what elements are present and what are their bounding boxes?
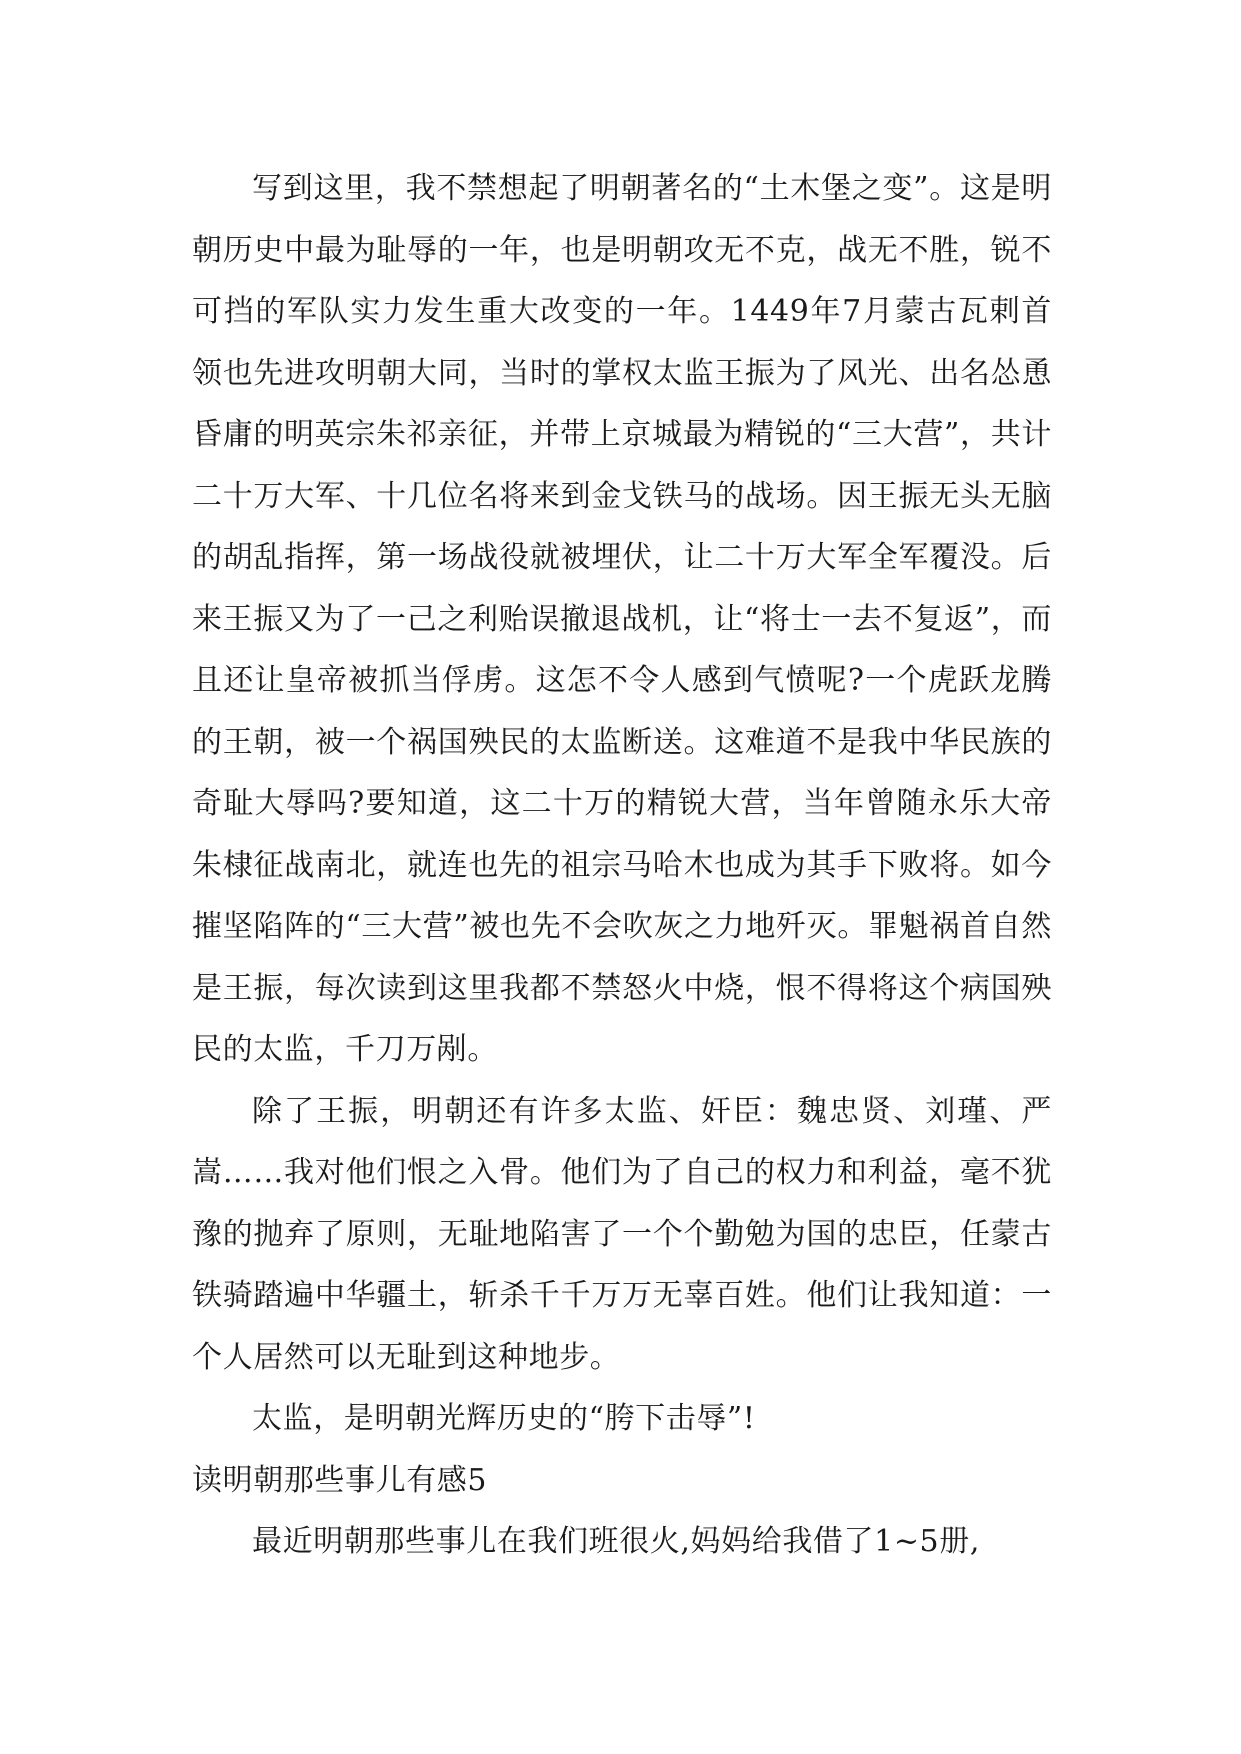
section-heading: 读明朝那些事儿有感5 bbox=[192, 1462, 488, 1498]
paragraph-conclusion: 太监，是明朝光辉历史的“胯下击辱”! bbox=[252, 1401, 756, 1436]
paragraph-eunuchs-traitors: 除了王振，明朝还有许多太监、奸臣：魏忠贤、刘瑾、严嵩……我对他们恨之入骨。他们为了自己的权力和利益，毫不犹豫的抛弃了原则，无耻地陷害了一个个勤勉为国的忠臣，任蒙古铁骑踏遍中华疆土，斩杀千千万万无辜百姓。他们让我知道：一个人居然可以无耻到这种地步。 bbox=[192, 1093, 1052, 1375]
document-body bbox=[192, 158, 1052, 1573]
paragraph-tumu-crisis: 写到这里，我不禁想起了明朝著名的“土木堡之变”。这是明朝历史中最为耻辱的一年，也是明朝攻无不克，战无不胜，锐不可挡的军队实力发生重大改变的一年。1449年7月蒙古瓦剌首领也先进攻明朝大同，当时的掌权太监王振为了风光、出名怂恿昏庸的明英宗朱祁亲征，并带上京城最为精锐的“三大营”，共计二十万大军、十几位名将来到金戈铁马的战场。因王振无头无脑的胡乱指挥，第一场战役就被埋伏，让二十万大军全军覆没。后来王振又为了一己之利贻误撤退战机，让“将士一去不复返”，而且还让皇帝被抓当俘虏。这怎不令人感到气愤呢?一个虎跃龙腾的王朝，被一个祸国殃民的太监断送。这难道不是我中华民族的奇耻大辱吗?要知道，这二十万的精锐大营，当年曾随永乐大帝朱棣征战南北，就连也先的祖宗马哈木也成为其手下败将。如今摧坚陷阵的“三大营”被也先不会吹灰之力地歼灭。罪魁祸首自然是王振，每次读到这里我都不禁怒火中烧，恨不得将这个病国殃民的太监，千刀万剐。 bbox=[192, 171, 1052, 1067]
paragraph-intro-essay-5: 最近明朝那些事儿在我们班很火,妈妈给我借了1~5册, bbox=[252, 1524, 980, 1559]
